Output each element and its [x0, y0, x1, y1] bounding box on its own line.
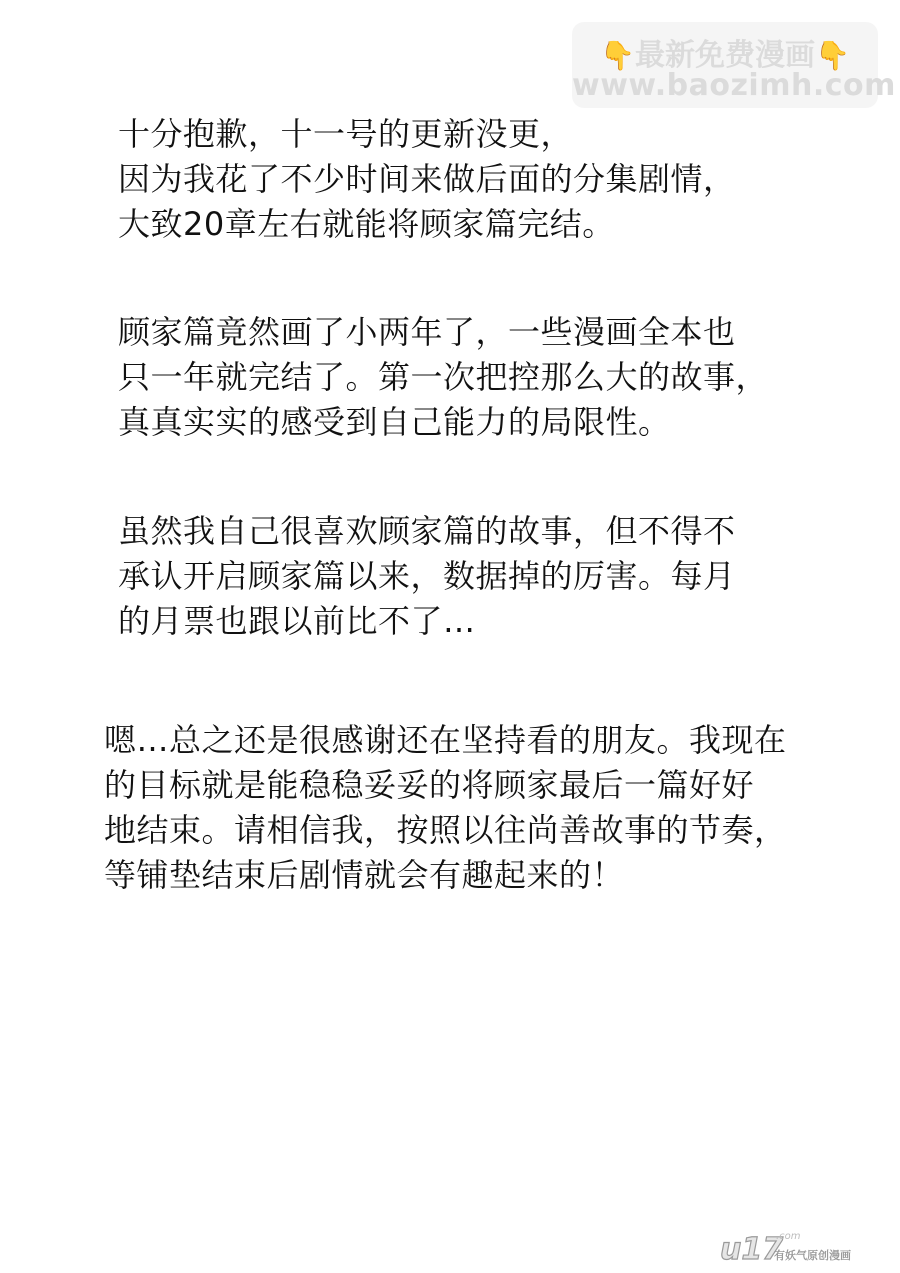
paragraph-reflection — [118, 310, 768, 445]
text-line: 等铺垫结束后剧情就会有趣起来的！ — [104, 856, 625, 894]
watermark-title: 最新免费漫画 — [635, 38, 815, 73]
paragraph-data-drop — [118, 509, 736, 644]
text-line: 只一年就完结了。第一次把控那么大的故事， — [118, 358, 769, 396]
paragraph-apology — [118, 112, 736, 247]
text-line: 地结束。请相信我，按照以往尚善故事的节奏， — [104, 811, 787, 849]
watermark-url: www.baozimh.com — [572, 68, 896, 103]
paragraph-thanks — [104, 718, 787, 898]
text-line: 承认开启顾家篇以来，数据掉的厉害。每月 — [118, 557, 736, 595]
text-line: 因为我花了不少时间来做后面的分集剧情， — [118, 160, 736, 198]
logo-mark: u17 — [720, 1232, 784, 1267]
pointing-down-right-icon: 👇 — [815, 39, 850, 72]
text-line: 十分抱歉，十一号的更新没更， — [118, 115, 574, 153]
text-line: 嗯…总之还是很感谢还在坚持看的朋友。我现在 — [104, 721, 787, 759]
text-line: 的目标就是能稳稳妥妥的将顾家最后一篇好好 — [104, 766, 755, 804]
text-line: 顾家篇竟然画了小两年了，一些漫画全本也 — [118, 313, 736, 351]
text-line: 的月票也跟以前比不了… — [118, 602, 476, 640]
watermark — [572, 22, 896, 108]
u17-logo — [720, 1231, 870, 1265]
text-line: 大致20章左右就能将顾家篇完结。 — [118, 205, 615, 243]
text-line: 虽然我自己很喜欢顾家篇的故事，但不得不 — [118, 512, 736, 550]
text-line: 真真实实的感受到自己能力的局限性。 — [118, 403, 671, 441]
logo-slogan: 有妖气原创漫画 — [774, 1249, 851, 1262]
pointing-down-left-icon: 👇 — [600, 39, 635, 72]
logo-domain: .com — [776, 1231, 801, 1242]
